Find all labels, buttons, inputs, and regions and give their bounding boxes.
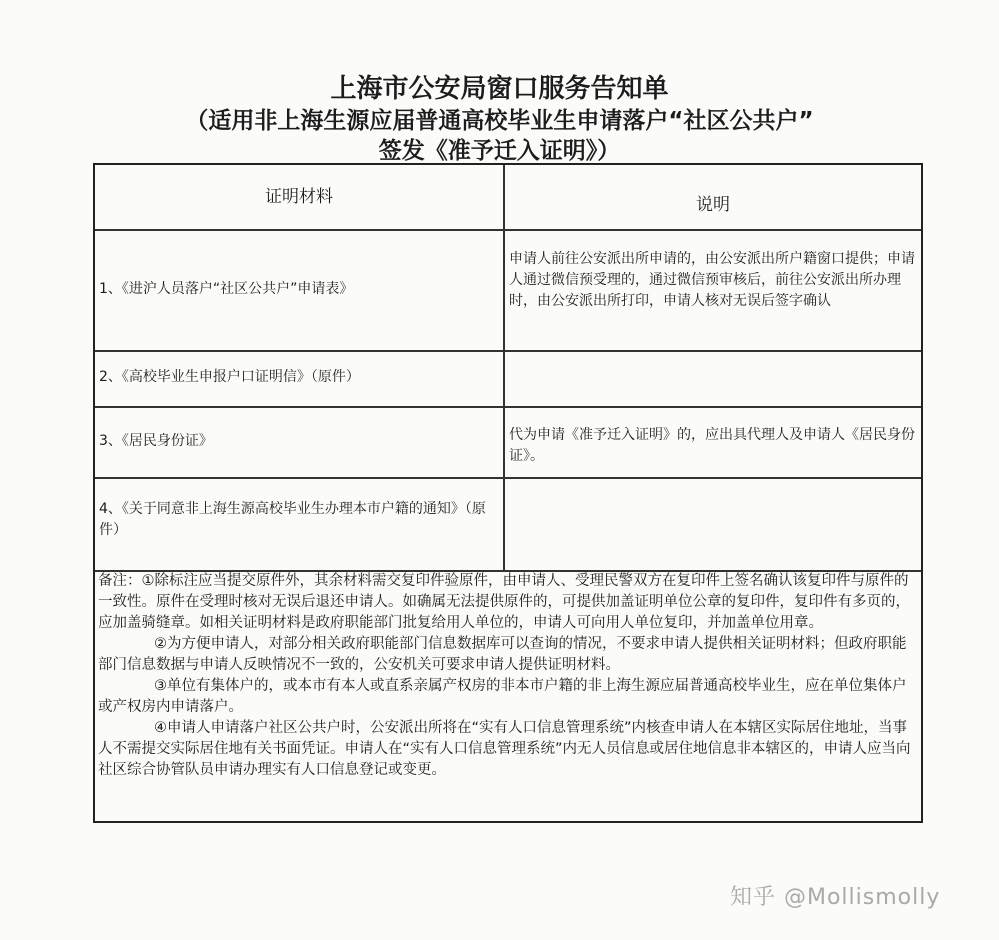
remark-2: ②为方便申请人，对部分相关政府职能部门信息数据库可以查询的情况，不要求申请人提供相关证明材料；但政府职能部门信息数据与申请人反映情况不一致的，公安机关可要求申请人提供证明材料。 [98,636,907,673]
row-3-material: 3、《居民身份证》 [99,433,213,449]
watermark: 知乎 @Mollismolly [730,885,941,910]
row-divider [95,406,921,408]
row-2-material: 2、《高校毕业生申报户口证明信》（原件） [99,369,360,385]
row-divider [95,477,921,479]
remarks-section [98,571,920,781]
page-title: 上海市公安局窗口服务告知单 [330,74,669,104]
row-4-material: 4、《关于同意非上海生源高校毕业生办理本市户籍的通知》（原件） [99,501,486,538]
remark-4: ④申请人申请落户社区公共户时，公安派出所将在“实有人口信息管理系统”内核查申请人在本辖区实际居住地址，当事人不需提交实际居住地有关书面凭证。申请人在“实有人口信息管理系统”内无人员信息或居住地信息非本辖区的，申请人应当向社区综合协管队员申请办理实有人口信息登记或变更。 [98,720,911,778]
page-subtitle-2: 签发《准予迁入证明》） [378,138,621,164]
row-1-material: 1、《进沪人员落户“社区公共户”申请表》 [99,281,354,297]
row-divider [95,229,921,231]
row-1-note: 申请人前往公安派出所申请的，由公安派出所户籍窗口提供；申请人通过微信预受理的，通过微信预审核后，前往公安派出所办理时，由公安派出所打印，申请人核对无误后签字确认 [509,251,915,309]
row-divider [95,350,921,352]
row-3-note: 代为申请《准予迁入证明》的，应出具代理人及申请人《居民身份证》。 [509,427,915,464]
remark-1: 备注：①除标注应当提交原件外，其余材料需交复印件验原件，由申请人、受理民警双方在复印件上签名确认该复印件与原件的一致性。原件在受理时核对无误后退还申请人。如确属无法提供原件的，可提供加盖证明单位公章的复印件，复印件有多页的，应加盖骑缝章。如相关证明材料是政府职能部门批复给用人单位的，申请人可向用人单位复印，并加盖单位用章。 [98,573,910,631]
materials-table [93,163,923,823]
header-notes: 说明 [696,195,730,215]
page-subtitle: （适用非上海生源应届普通高校毕业生申请落户“社区公共户” [185,108,814,134]
remark-3: ③单位有集体户的，或本市有本人或直系亲属产权房的非本市户籍的非上海生源应届普通高校毕业生，应在单位集体户或产权房内申请落户。 [98,678,907,715]
header-materials: 证明材料 [265,187,333,207]
column-divider [503,165,505,571]
